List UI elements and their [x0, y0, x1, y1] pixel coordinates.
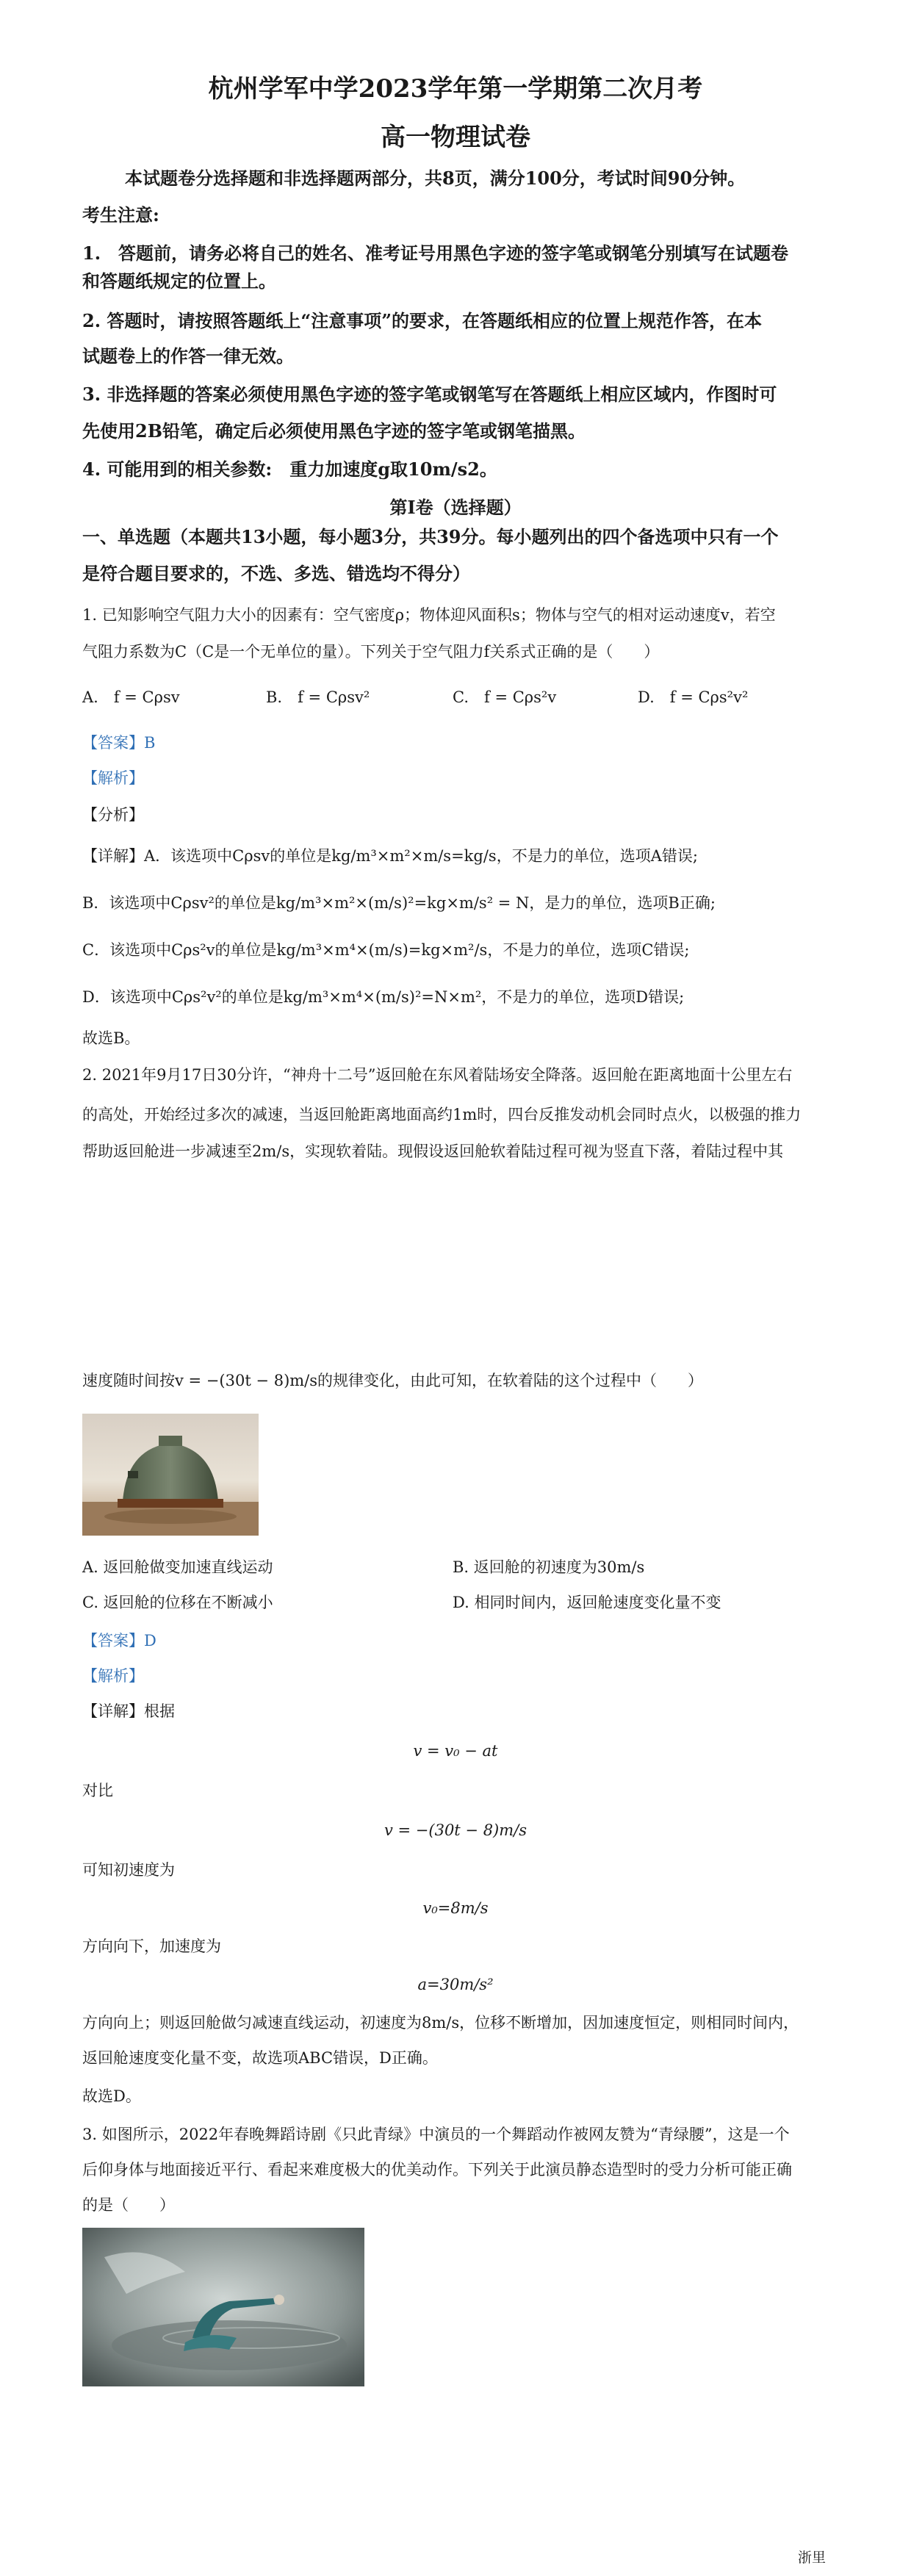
- q2-stem-line-1: 2. 2021年9月17日30分许，“神舟十二号”返回舱在东风着陆场安全降落。返回舱在距离地面十公里左右: [82, 1066, 793, 1084]
- q3-stem-line-1: 3. 如图所示，2022年春晚舞蹈诗剧《只此青绿》中演员的一个舞蹈动作被网友赞为“青绿腰”，这是一个: [82, 2126, 790, 2143]
- q2-option-b: B. 返回舱的初速度为30m/s: [453, 1558, 645, 1576]
- q1-answer: 【答案】B: [82, 734, 156, 752]
- q2-initial-speed-label: 可知初速度为: [82, 1861, 175, 1879]
- q2-equation-3: v₀=8m/s: [422, 1899, 489, 1917]
- notice-item-2-line-2: 试题卷上的作答一律无效。: [82, 345, 294, 367]
- q3-stem-line-2: 后仰身体与地面接近平行、看起来难度极大的优美动作。下列关于此演员静态造型时的受力分析可能正确: [82, 2161, 792, 2179]
- part-title: 第Ⅰ卷（选择题）: [389, 497, 522, 518]
- q1-stem-line-2: 气阻力系数为C（C是一个无单位的量）。下列关于空气阻力f关系式正确的是（ ）: [82, 643, 660, 661]
- notice-heading: 考生注意:: [82, 204, 159, 226]
- q2-direction-down: 方向向下，加速度为: [82, 1938, 221, 1955]
- notice-item-3-line-2: 先使用2B铅笔，确定后必须使用黑色字迹的签字笔或钢笔描黑。: [82, 420, 586, 442]
- q2-compare: 对比: [82, 1782, 113, 1799]
- q3-stem-line-3: 的是（ ）: [82, 2196, 175, 2214]
- q2-option-c: C. 返回舱的位移在不断减小: [82, 1594, 273, 1611]
- exam-title: 杭州学军中学2023学年第一学期第二次月考: [208, 74, 703, 104]
- q1-detail-a: 【详解】A．该选项中Cρsv的单位是kg/m³×m²×m/s=kg/s，不是力的单位，选项A错误;: [82, 847, 698, 865]
- q1-option-b: B. f = Cρsv²: [266, 688, 370, 706]
- q1-analysis-tag: 【解析】: [82, 769, 144, 787]
- notice-item-4: 4. 可能用到的相关参数: 重力加速度g取10m/s2。: [82, 458, 497, 480]
- q2-option-a: A. 返回舱做变加速直线运动: [82, 1558, 273, 1576]
- q1-stem-line-1: 1. 已知影响空气阻力大小的因素有：空气密度ρ；物体迎风面积s；物体与空气的相对运动速度v，若空: [82, 606, 776, 624]
- section-single-choice-line-2: 是符合题目要求的，不选、多选、错选均不得分）: [82, 563, 470, 584]
- notice-item-1-line-1: 1. 答题前，请务必将自己的姓名、准考证号用黑色字迹的签字笔或钢笔分别填写在试题卷: [82, 242, 789, 264]
- exam-intro: 本试题卷分选择题和非选择题两部分，共8页，满分100分，考试时间90分钟。: [125, 168, 746, 189]
- q2-explain-line-1: 方向向上；则返回舱做匀减速直线运动，初速度为8m/s，位移不断增加，因加速度恒定，则相同时间内，: [82, 2014, 799, 2032]
- dancer-photo: [82, 2228, 364, 2386]
- q2-explain-line-2: 返回舱速度变化量不变，故选项ABC错误，D正确。: [82, 2049, 438, 2067]
- q2-conclusion: 故选D。: [82, 2087, 141, 2105]
- q1-fenxi: 【分析】: [82, 806, 144, 824]
- q1-detail-b: B．该选项中Cρsv²的单位是kg/m³×m²×(m/s)²=kg×m/s² = N，是力的单位，选项B正确;: [82, 894, 716, 912]
- q1-option-c: C. f = Cρs²v: [453, 688, 557, 706]
- q1-option-a: A. f = Cρsv: [82, 688, 180, 706]
- capsule-photo: [82, 1414, 259, 1536]
- footer-corner-text: 浙里: [798, 2550, 827, 2566]
- section-single-choice-line-1: 一、单选题（本题共13小题，每小题3分，共39分。每小题列出的四个备选项中只有一个: [82, 526, 779, 547]
- q2-answer: 【答案】D: [82, 1632, 156, 1649]
- notice-item-1-line-2: 和答题纸规定的位置上。: [82, 270, 276, 292]
- notice-item-3-line-1: 3. 非选择题的答案必须使用黑色字迹的签字笔或钢笔写在答题纸上相应区域内，作图时可: [82, 384, 777, 405]
- q1-detail-c: C．该选项中Cρs²v的单位是kg/m³×m⁴×(m/s)=kg×m²/s，不是力的单位，选项C错误;: [82, 941, 690, 959]
- q2-analysis-tag: 【解析】: [82, 1667, 144, 1685]
- q2-equation-4: a=30m/s²: [417, 1976, 494, 1993]
- notice-item-2-line-1: 2. 答题时，请按照答题纸上“注意事项”的要求，在答题纸相应的位置上规范作答，在本: [82, 310, 763, 331]
- q2-detail-head: 【详解】根据: [82, 1702, 175, 1720]
- q2-stem-line-4: 速度随时间按v = −(30t − 8)m/s的规律变化，由此可知，在软着陆的这个过程中（ ）: [82, 1372, 704, 1389]
- q2-option-d: D. 相同时间内，返回舱速度变化量不变: [453, 1594, 721, 1611]
- q1-option-d: D. f = Cρs²v²: [638, 688, 749, 706]
- q2-equation-2: v = −(30t − 8)m/s: [384, 1821, 527, 1839]
- q1-conclusion: 故选B。: [82, 1029, 140, 1047]
- q1-detail-d: D．该选项中Cρs²v²的单位是kg/m³×m⁴×(m/s)²=N×m²，不是力的单位，选项D错误;: [82, 988, 685, 1006]
- exam-subtitle: 高一物理试卷: [381, 123, 530, 152]
- q2-stem-line-3: 帮助返回舱进一步减速至2m/s，实现软着陆。现假设返回舱软着陆过程可视为竖直下落，着陆过程中其: [82, 1143, 784, 1160]
- q2-equation-1: v = v₀ − at: [413, 1742, 498, 1760]
- q2-stem-line-2: 的高处，开始经过多次的减速，当返回舱距离地面高约1m时，四台反推发动机会同时点火，以极强的推力: [82, 1106, 802, 1123]
